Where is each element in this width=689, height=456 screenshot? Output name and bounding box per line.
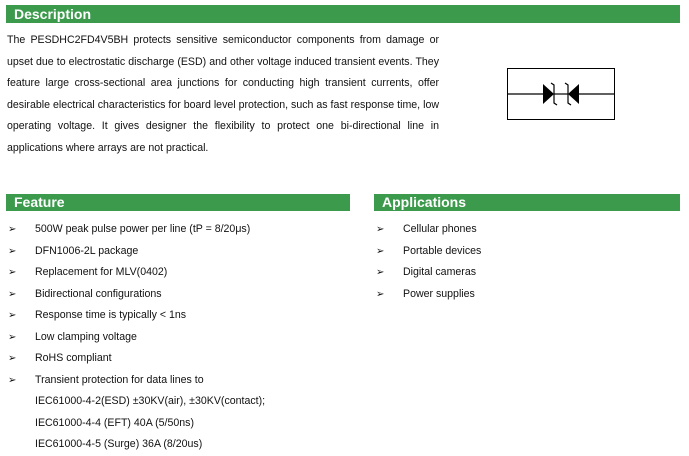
application-item: ➢ Cellular phones — [376, 219, 676, 241]
arrowhead-bullet-icon: ➢ — [8, 224, 17, 235]
feature-item: ➢ Low clamping voltage — [8, 327, 348, 349]
arrowhead-bullet-icon: ➢ — [8, 267, 17, 278]
arrowhead-bullet-icon: ➢ — [8, 288, 17, 300]
arrowhead-bullet-icon: ➢ — [8, 331, 17, 343]
feature-item: ➢ 500W peak pulse power per line (tP = 8/20μs) — [8, 219, 348, 241]
feature-heading: Feature — [14, 194, 65, 210]
arrowhead-bullet-icon: ➢ — [376, 288, 385, 300]
description-header — [6, 5, 680, 23]
description-paragraph: The PESDHC2FD4V5BH protects sensitive semiconductor components from damage or upset due to electrostatic discharge (ESD) and other voltage induced transient events. They feature large cross-sectional area junctions for conducting high transient currents, offer desirable electrical characteristics for board level protection, such as fast response time, low operating voltage. It gives designer the flexibility to protect one bi-directional line in applications where arrays are not practical. — [7, 34, 439, 154]
arrowhead-bullet-icon: ➢ — [8, 353, 17, 364]
feature-sub-item: IEC61000-4-2(ESD) ±30KV(air), ±30KV(contact); — [35, 395, 266, 407]
application-item: ➢ Digital cameras — [376, 262, 676, 284]
feature-item: ➢ DFN1006-2L package — [8, 241, 348, 263]
application-item: ➢ Portable devices — [376, 241, 676, 263]
applications-heading: Applications — [382, 194, 467, 210]
feature-header — [6, 194, 350, 211]
arrowhead-bullet-icon: ➢ — [376, 267, 385, 278]
feature-item: ➢ Replacement for MLV(0402) — [8, 262, 348, 284]
arrowhead-bullet-icon: ➢ — [8, 310, 17, 321]
applications-list — [376, 219, 676, 305]
arrowhead-bullet-icon: ➢ — [8, 245, 17, 257]
applications-header — [374, 194, 680, 211]
feature-sub-item: IEC61000-4-4 (EFT) 40A (5/50ns) — [35, 416, 194, 429]
arrowhead-bullet-icon: ➢ — [8, 374, 17, 386]
feature-sub-item: IEC61000-4-5 (Surge) 36A (8/20us) — [35, 438, 203, 450]
feature-list — [8, 219, 348, 456]
application-item: ➢ Power supplies — [376, 284, 676, 306]
bidirectional-tvs-diode-symbol-icon — [507, 68, 615, 120]
feature-item: ➢ Response time is typically < 1ns — [8, 305, 348, 327]
arrowhead-bullet-icon: ➢ — [376, 224, 385, 235]
feature-item: ➢ Transient protection for data lines to — [8, 370, 348, 392]
feature-item: ➢ RoHS compliant — [8, 348, 348, 370]
description-heading: Description — [14, 6, 92, 22]
arrowhead-bullet-icon: ➢ — [376, 245, 385, 257]
feature-item: ➢ Bidirectional configurations — [8, 284, 348, 306]
